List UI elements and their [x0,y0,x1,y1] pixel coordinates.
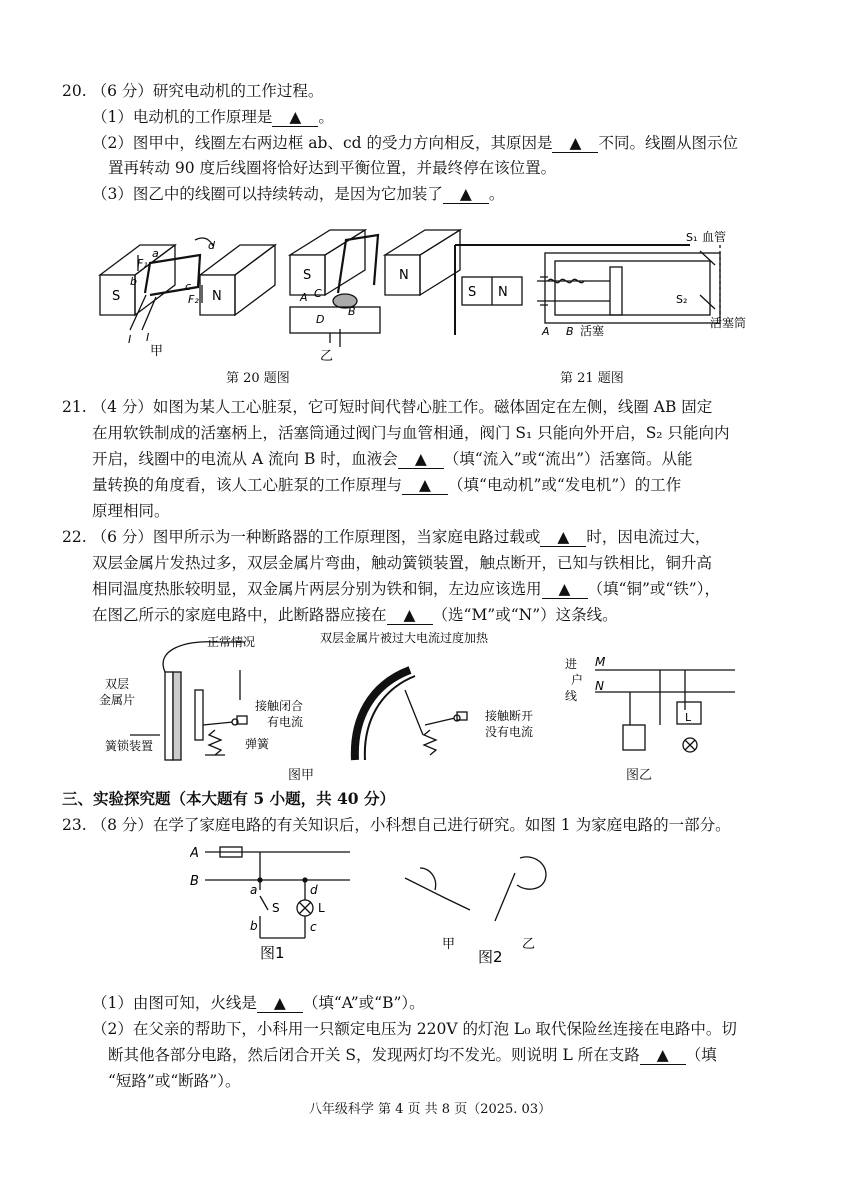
fig21-piston: 活塞 [580,324,605,338]
q21-line1: 21. （4 分）如图为某人工心脏泵，它可短时间代替心脏工作。磁体固定在左侧，线圈 AB 固定 [62,398,713,416]
fig22-bimetal-2: 金属片 [99,693,136,707]
fig22-yi-caption: 图乙 [626,768,653,783]
fig20-label-yi: 乙 [320,349,334,364]
q23-part2-cont: 断其他各部分电路，然后闭合开关 S，发现两灯均不发光。则说明 L 所在支路 ▲ （填 [108,1046,717,1064]
fig20-d: d [208,239,215,252]
q22-line4: 在图乙所示的家庭电路中，此断路器应接在 ▲ （选“M”或“N”）这条线。 [92,606,618,624]
q23-part2: （2）在父亲的帮助下，小科用一只额定电压为 220V 的灯泡 L₀ 取代保险丝连接在电路中。切 [92,1020,737,1038]
fig21-S2: S₂ [676,293,688,306]
fig22-L: L [685,711,692,724]
figure-20-21 [90,215,790,385]
fig23-A: A [190,846,199,861]
q23-part2-end: “短路”或“断路”）。 [108,1072,241,1090]
fig22-jia-heated [355,670,467,760]
fig23-a: a [250,883,258,897]
fig21-B: B [566,325,574,338]
q23-part1: （1）由图可知，火线是 ▲ （填“A”或“B”）。 [92,994,425,1012]
answer-blank[interactable]: ▲ [443,185,489,204]
figure-22 [95,630,795,780]
fig21-A: A [542,325,550,338]
fig23-jia: 甲 [442,937,456,952]
fig21-heart-pump [455,245,720,335]
q20-part2-cont: 置再转动 90 度后线圈将恰好达到平衡位置，并最终停在该位置。 [108,159,557,177]
fig23-fig1: 图1 [260,944,285,962]
fig21-S: S [468,285,477,300]
fig20-a: a [152,247,159,260]
fig23-d: d [310,883,318,897]
q22-line2: 双层金属片发热过多，双层金属片弯曲，触动簧锁装置，触点断开，已知与铁相比，铜升高 [92,554,713,572]
fig22-bimetal-1: 双层 [105,677,130,691]
fig22-heated: 双层金属片被过大电流过度加热 [320,631,489,645]
fig20-label-jia: 甲 [150,344,164,359]
fig23-L: L [318,901,325,915]
fig20-N: N [212,289,222,304]
fig22-has-current: 有电流 [267,715,304,729]
answer-blank[interactable]: ▲ [540,528,586,547]
fig22-latch: 簧锁装置 [105,739,154,753]
q20-part1: （1）电动机的工作原理是 ▲ 。 [92,108,334,126]
fig22-N: N [595,679,604,693]
fig22-jia-caption: 图甲 [288,768,315,783]
fig21-caption: 第 21 题图 [560,371,624,386]
fig20-F2: F₂ [188,293,199,306]
fig20-S: S [112,289,121,304]
fig22-no-current: 没有电流 [485,725,534,739]
fig21-N: N [498,285,508,300]
q23-line1: 23. （8 分）在学了家庭电路的有关知识后，小科想自己进行研究。如图 1 为家庭电路的一部分。 [62,816,731,834]
q20-part3: （3）图乙中的线圈可以持续转动，是因为它加装了 ▲ 。 [92,185,505,203]
fig20-b: b [130,275,137,288]
answer-blank[interactable]: ▲ [272,108,318,127]
fig20-yi-S: S [303,268,312,283]
answer-blank[interactable]: ▲ [257,994,303,1013]
fig20-B: B [348,305,356,318]
fig22-spring: 弹簧 [245,737,270,751]
q20-part2: （2）图甲中，线圈左右两边框 ab、cd 的受力方向相反，其原因是 ▲ 不同。线圈从图示位 [92,134,738,152]
fig20-caption: 第 20 题图 [226,371,290,386]
answer-blank[interactable]: ▲ [402,476,448,495]
answer-blank[interactable]: ▲ [552,134,598,153]
fig22-xian: 线 [565,689,578,703]
fig23-yi: 乙 [522,937,536,952]
fig23-S: S [272,901,280,915]
fig21-S1: S₁ [686,231,698,244]
fig22-contact-open: 接触断开 [485,709,534,723]
answer-blank[interactable]: ▲ [387,606,433,625]
fig20-F1: F₁ [137,257,148,270]
q20-stem: 20. （6 分）研究电动机的工作过程。 [62,82,324,100]
fig22-yi-circuit [595,670,735,752]
fig22-jin: 进 [565,657,578,671]
fig23-c: c [310,920,317,934]
fig23-B: B [190,874,199,889]
fig21-vessel: 血管 [702,230,727,244]
page-footer: 八年级科学 第 4 页 共 8 页（2025. 03） [308,1102,552,1117]
answer-blank[interactable]: ▲ [542,580,588,599]
fig23-b: b [250,919,258,933]
fig20-yi-N: N [399,268,409,283]
fig21-cylinder: 活塞筒 [710,316,747,330]
fig22-normal: 正常情况 [207,635,256,649]
fig22-contact-closed: 接触闭合 [255,699,304,713]
fig22-M: M [595,655,606,669]
q21-line2: 在用软铁制成的活塞柄上，活塞筒通过阀门与血管相通，阀门 S₁ 只能向外开启，S₂ 只能向内 [92,424,730,442]
fig22-hu: 户 [571,673,584,687]
fig20-I1: I [128,333,132,346]
fig20-D: D [316,313,325,326]
fig20-I2: I [146,331,150,344]
answer-blank[interactable]: ▲ [640,1046,686,1065]
fig20-c: c [185,280,192,293]
q21-line5: 原理相同。 [92,502,170,520]
q22-line1: 22. （6 分）图甲所示为一种断路器的工作原理图，当家庭电路过载或 ▲ 时，因电流过大， [62,528,711,546]
fig23-fig2: 图2 [478,948,503,966]
answer-blank[interactable]: ▲ [398,450,444,469]
q21-line3: 开启，线圈中的电流从 A 流向 B 时，血液会 ▲ （填“流入”或“流出”）活塞筒。从能 [92,450,693,468]
q21-line4: 量转换的角度看，该人工心脏泵的工作原理与 ▲ （填“电动机”或“发电机”）的工作 [92,476,682,494]
q22-line3: 相同温度热胀较明显，双金属片两层分别为铁和铜，左边应该选用 ▲ （填“铜”或“铁”）， [92,580,720,598]
section-3-heading: 三、实验探究题（本大题有 5 小题，共 40 分） [62,789,395,808]
figure-23 [190,838,610,968]
fig20-C: C [314,287,322,300]
fig20-A: A [300,291,308,304]
